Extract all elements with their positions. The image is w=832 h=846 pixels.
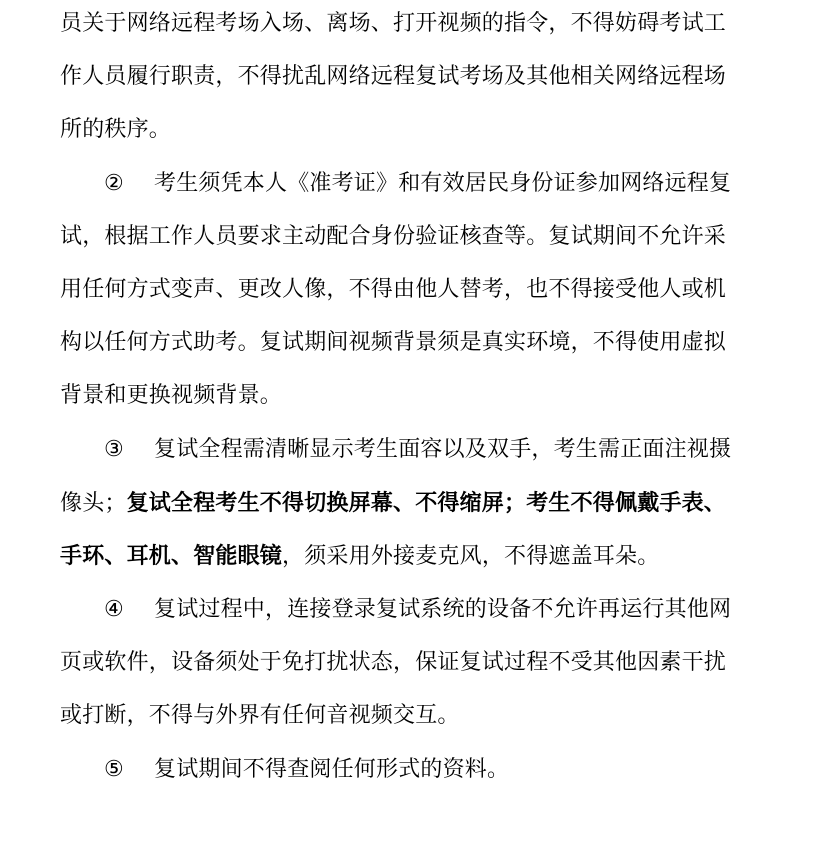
item3-line3-bold: 手环、耳机、智能眼镜: [60, 543, 283, 569]
item3-marker: ③: [104, 437, 124, 462]
paragraph1-line2: 作人员履行职责，不得扰乱网络远程复试考场及其他相关网络远程场: [60, 64, 727, 89]
item3-line3-normal: ，须采用外接麦克风，不得遮盖耳朵。: [282, 544, 660, 569]
item2-line5: 背景和更换视频背景。: [60, 383, 283, 408]
item2-line1: [104, 169, 731, 199]
item2-line1-text: 考生须凭本人《准考证》和有效居民身份证参加网络远程复: [154, 171, 732, 196]
item4-line1-text: 复试过程中，连接登录复试系统的设备不允许再运行其他网: [154, 597, 732, 622]
item3-line2-bold: 复试全程考生不得切换屏幕、不得缩屏；考生不得佩戴手表、: [126, 490, 727, 516]
item3-line3: [60, 541, 659, 572]
item4-line3: 或打断，不得与外界有任何音视频交互。: [60, 703, 460, 728]
item3-line2-normal: 像头；: [60, 491, 127, 516]
item5-line1: [104, 755, 509, 785]
item5-line1-text: 复试期间不得查阅任何形式的资料。: [154, 757, 510, 782]
item4-line1: [104, 595, 731, 625]
item2-line4: 构以任何方式助考。复试期间视频背景须是真实环境，不得使用虚拟: [60, 330, 727, 355]
item4-marker: ④: [104, 597, 124, 622]
paragraph1-line1: 员关于网络远程考场入场、离场、打开视频的指令，不得妨碍考试工: [60, 11, 727, 36]
paragraph1-line3: 所的秩序。: [60, 117, 172, 142]
item4-line2: 页或软件，设备须处于免打扰状态，保证复试过程不受其他因素干扰: [60, 650, 727, 675]
item3-line1-text: 复试全程需清晰显示考生面容以及双手，考生需正面注视摄: [154, 437, 732, 462]
item3-line1: [104, 435, 731, 465]
item2-line2: 试，根据工作人员要求主动配合身份验证核查等。复试期间不允许采: [60, 224, 727, 249]
item2-line3: 用任何方式变声、更改人像，不得由他人替考，也不得接受他人或机: [60, 277, 727, 302]
item5-marker: ⑤: [104, 757, 124, 782]
item3-line2: [60, 488, 726, 519]
item2-marker: ②: [104, 171, 124, 196]
